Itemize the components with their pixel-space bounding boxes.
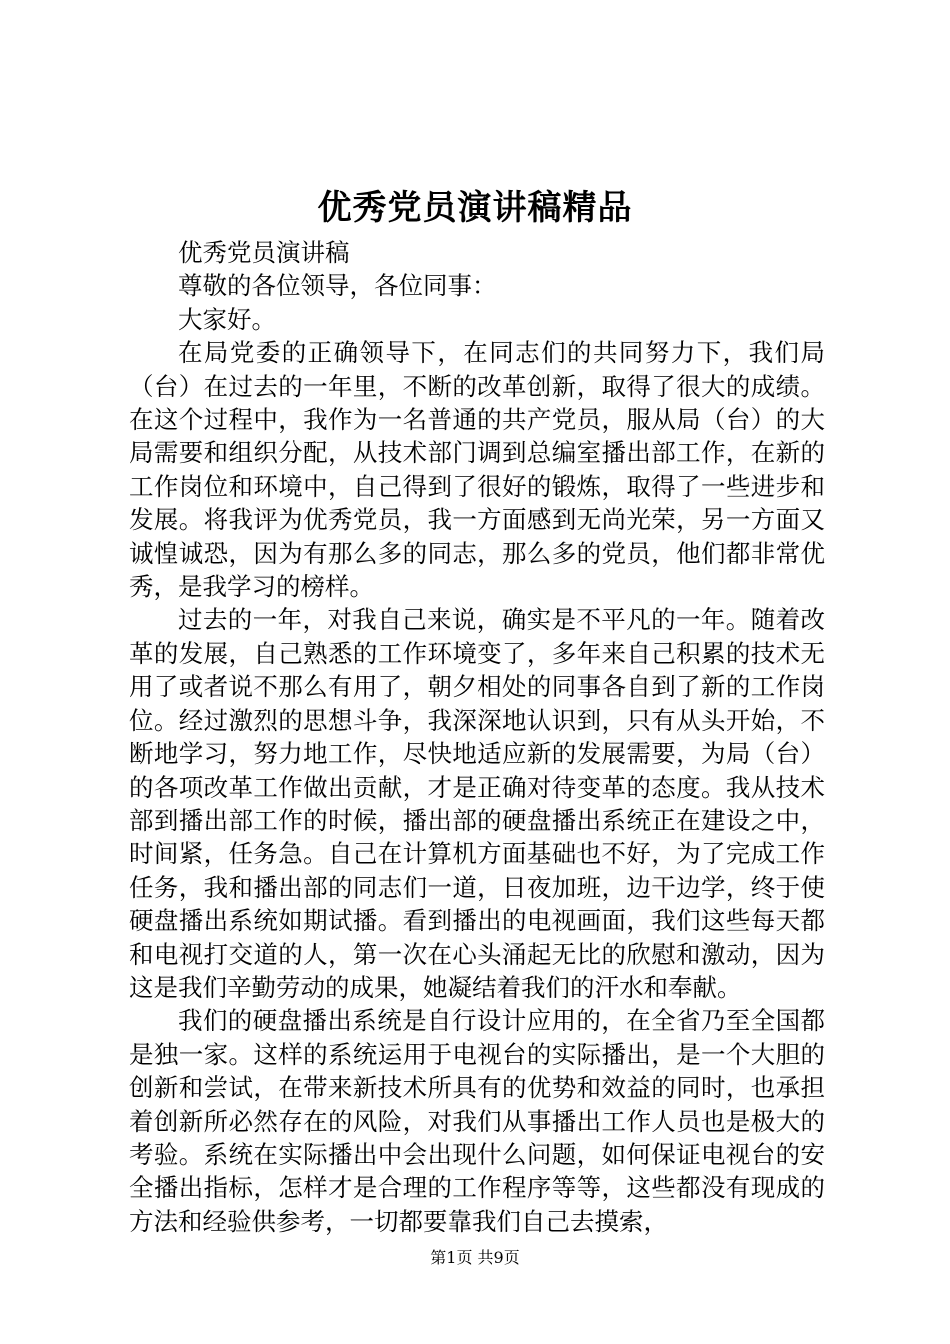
- document-title: 优秀党员演讲稿精品: [317, 188, 633, 228]
- paragraph-speech-heading: 优秀党员演讲稿: [178, 238, 350, 267]
- paragraph-body: 我们的硬盘播出系统是自行设计应用的，在全省乃至全国都是独一家。这样的系统运用于电视台的实际播出，是一个大胆的创新和尝试，在带来新技术所具有的优势和效益的同时，也承担着创新所必然存在的风险，对我们从事播出工作人员也是极大的考验。系统在实际播出中会出现什么问题，如何保证电视台的安全播出指标，怎样才是合理的工作程序等等，这些都没有现成的方法和经验供参考，一切都要靠我们自己去摸索，: [129, 1006, 825, 1236]
- paragraph-body: 过去的一年，对我自己来说，确实是不平凡的一年。随着改革的发展，自己熟悉的工作环境变了，多年来自己积累的技术无用了或者说不那么有用了，朝夕相处的同事各自到了新的工作岗位。经过激烈的思想斗争，我深深地认识到，只有从头开始，不断地学习，努力地工作，尽快地适应新的发展需要，为局（台）的各项改革工作做出贡献，才是正确对待变革的态度。我从技术部到播出部工作的时候，播出部的硬盘播出系统正在建设之中，时间紧，任务急。自己在计算机方面基础也不好，为了完成工作任务，我和播出部的同志们一道，日夜加班，边干边学，终于使硬盘播出系统如期试播。看到播出的电视画面，我们这些每天都和电视打交道的人，第一次在心头涌起无比的欣慰和激动，因为这是我们辛勤劳动的成果，她凝结着我们的汗水和奉献。: [129, 605, 825, 1002]
- paragraph-body: 在局党委的正确领导下，在同志们的共同努力下，我们局（台）在过去的一年里，不断的改革创新，取得了很大的成绩。在这个过程中，我作为一名普通的共产党员，服从局（台）的大局需要和组织分配，从技术部门调到总编室播出部工作，在新的工作岗位和环境中，自己得到了很好的锻炼，取得了一些进步和发展。将我评为优秀党员，我一方面感到无尚光荣，另一方面又诚惶诚恐，因为有那么多的同志，那么多的党员，他们都非常优秀，是我学习的榜样。: [129, 338, 825, 602]
- paragraph-greeting: 大家好。: [178, 304, 276, 334]
- page-number-footer: 第1页 共9页: [430, 1248, 520, 1267]
- paragraph-salutation: 尊敬的各位领导，各位同事：: [178, 271, 497, 301]
- document-body: [129, 236, 825, 1238]
